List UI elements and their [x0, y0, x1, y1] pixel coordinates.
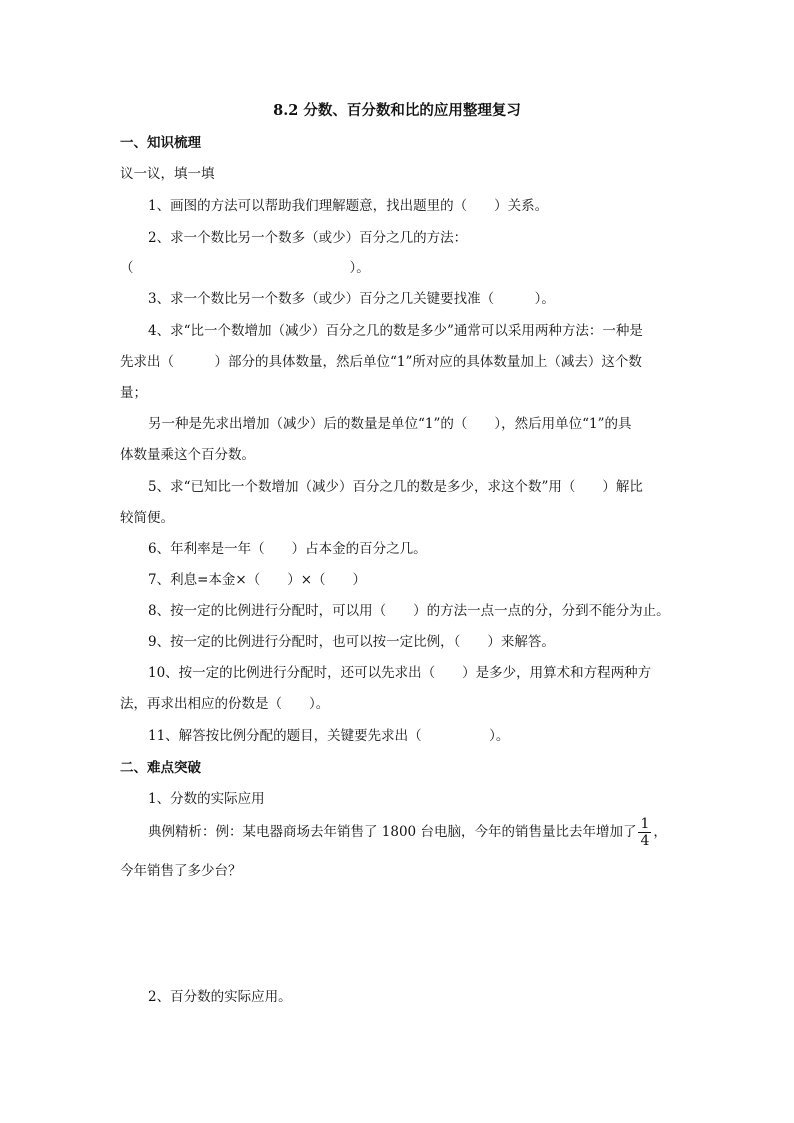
example-line-2: 今年销售了多少台？	[120, 863, 242, 879]
item-4-line-5: 体数量乘这个百分数。	[120, 447, 255, 463]
subsection-percent-application: 2、百分数的实际应用。	[148, 989, 292, 1005]
item-4-line-3: 量；	[120, 385, 147, 401]
example-tail: ，	[653, 824, 667, 840]
page-title: 8.2 分数、百分数和比的应用整理复习	[273, 102, 521, 119]
item-4-line-4: 另一种是先求出增加（减少）后的数量是单位“1”的（ ），然后用单位“1”的具	[148, 416, 632, 432]
section-intro: 议一议，填一填	[120, 166, 215, 182]
item-10-line-2: 法，再求出相应的份数是（ ）。	[120, 696, 330, 712]
item-11: 11、解答按比例分配的题目，关键要先求出（ ）。	[148, 728, 510, 744]
fraction-denominator: 4	[640, 833, 650, 849]
item-6: 6、年利率是一年（ ）占本金的百分之几。	[148, 541, 427, 557]
item-5-line-2: 较简便。	[120, 510, 174, 526]
item-2-line-2: （ ）。	[120, 260, 370, 276]
item-3: 3、求一个数比另一个数多（或少）百分之几关键要找准（ ）。	[148, 291, 555, 307]
item-9: 9、按一定的比例进行分配时，也可以按一定比例，（ ）来解答。	[148, 634, 555, 650]
section-heading-difficulties: 二、难点突破	[120, 760, 201, 776]
fraction-one-quarter	[638, 816, 651, 849]
example-line-1	[148, 816, 667, 849]
item-2-line-1: 2、求一个数比另一个数多（或少）百分之几的方法：	[148, 230, 468, 246]
item-1: 1、画图的方法可以帮助我们理解题意，找出题里的（ ）关系。	[148, 198, 549, 214]
item-4-line-1: 4、求“比一个数增加（减少）百分之几的数是多少”通常可以采用两种方法：一种是	[148, 323, 643, 339]
item-7: 7、利息=本金×（ ）×（ ）	[148, 572, 367, 588]
item-8: 8、按一定的比例进行分配时，可以用（ ）的方法一点一点的分，分到不能分为止。	[148, 603, 670, 619]
example-text: 典例精析：例：某电器商场去年销售了 1800 台电脑，今年的销售量比去年增加了	[148, 824, 637, 840]
subsection-fraction-application: 1、分数的实际应用	[148, 791, 265, 807]
section-heading-knowledge: 一、知识梳理	[120, 135, 201, 151]
item-4-line-2: 先求出（ ）部分的具体数量，然后单位“1”所对应的具体数量加上（减去）这个数	[120, 354, 642, 370]
fraction-numerator: 1	[640, 816, 650, 832]
item-10-line-1: 10、按一定的比例进行分配时，还可以先求出（ ）是多少，用算术和方程两种方	[148, 665, 652, 681]
item-5-line-1: 5、求“已知比一个数增加（减少）百分之几的数是多少，求这个数”用（ ）解比	[148, 479, 643, 495]
